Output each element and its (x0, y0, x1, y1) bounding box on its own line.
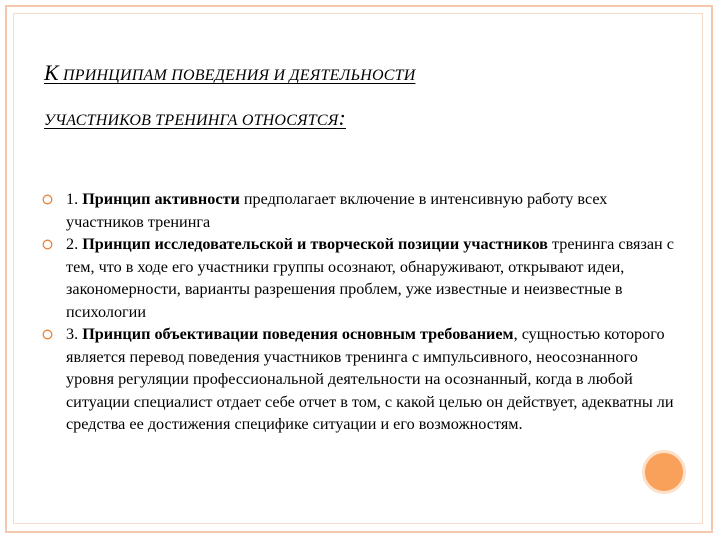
item-text: , сущностью которого является перевод поведения участников тренинга с импульсивного, неосознанного уровня регуляции профессиональной деятельности на осознанный, когда в любой ситуации специалист отдает себе отчет в том, с какой целью он действует, адекватны ли средства ее достижения специфике ситуации и его возможностям. (66, 325, 674, 433)
list-item (42, 188, 678, 233)
list-item (42, 323, 678, 436)
item-principle: Принцип активности (82, 190, 240, 208)
item-number: 3. (66, 325, 83, 343)
title-line2: УЧАСТНИКОВ ТРЕНИНГА ОТНОСЯТСЯ (44, 112, 339, 129)
bullet-circle-icon (42, 239, 53, 250)
decorative-circle (642, 450, 686, 494)
bullet-circle-icon (42, 194, 53, 205)
item-number: 2. (66, 235, 83, 253)
item-principle: Принцип объективации поведения основным требованием (82, 325, 514, 343)
item-principle: Принцип исследовательской и творческой позиции участников (82, 235, 548, 253)
title-line1: ПРИНЦИПАМ ПОВЕДЕНИЯ И ДЕЯТЕЛЬНОСТИ (58, 67, 416, 84)
item-text: тренинга связан с тем, что в ходе его участники группы осознают, обнаруживают, открывают идеи, закономерности, варианты разрешения проблем, уже известные и неизвестные в психологии (66, 235, 674, 321)
item-number: 1. (66, 190, 83, 208)
title-first-letter: К (44, 60, 59, 85)
list-item (42, 233, 678, 323)
slide-title (44, 52, 644, 142)
bullet-list (42, 188, 678, 436)
bullet-circle-icon (42, 329, 53, 340)
title-colon: : (338, 105, 346, 130)
item-text: предполагает включение в интенсивную работу всех участников тренинга (66, 190, 608, 231)
